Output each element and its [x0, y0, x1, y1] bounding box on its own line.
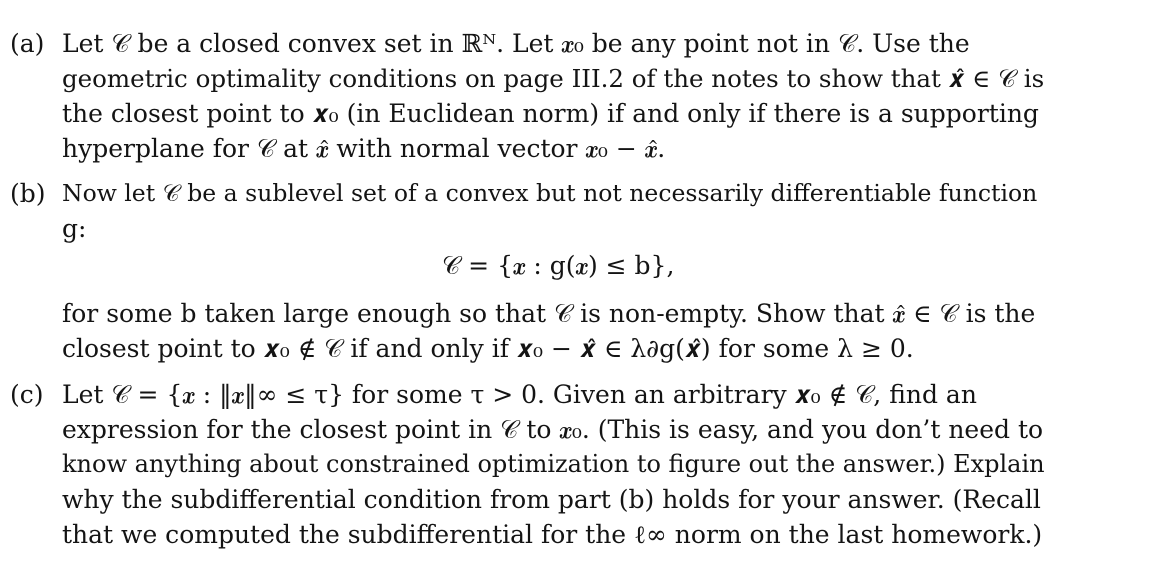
text-line: for some b taken large enough so that 𝒞 is non-empty. Show that 𝒙̂ ∈ 𝒞 is the — [62, 299, 1036, 328]
text-line: that we computed the subdifferential for the ℓ∞ norm on the last homework.) — [62, 520, 1043, 549]
item-label: (c) — [10, 380, 44, 409]
text-line: Now let 𝒞 be a sublevel set of a convex but not necessarily differentiable function — [62, 179, 1038, 207]
text-line: geometric optimality conditions on page III.2 of the notes to show that 𝒙̂ ∈ 𝒞 is — [62, 64, 1045, 93]
text-line: expression for the closest point in 𝒞 to 𝒙₀. (This is easy, and you don’t need to — [62, 415, 1044, 444]
item-label: (a) — [10, 29, 45, 58]
text-line: know anything about constrained optimization to figure out the answer.) Explain — [62, 450, 1045, 478]
display-equation: 𝒞 = {𝒙 : g(𝒙) ≤ b}, — [442, 251, 675, 280]
item-label: (b) — [10, 179, 46, 208]
text-line: Let 𝒞 be a closed convex set in ℝᴺ. Let 𝒙₀ be any point not in 𝒞. Use the — [62, 29, 970, 58]
text-line: the closest point to 𝒙₀ (in Euclidean norm) if and only if there is a supporting — [62, 99, 1039, 128]
text-line: Let 𝒞 = {𝒙 : ‖𝒙‖∞ ≤ τ} for some τ > 0. Given an arbitrary 𝒙₀ ∉ 𝒞, find an — [62, 380, 977, 409]
text-line: why the subdifferential condition from part (b) holds for your answer. (Recall — [62, 485, 1041, 514]
text-line: hyperplane for 𝒞 at 𝒙̂ with normal vector 𝒙₀ − 𝒙̂. — [62, 134, 666, 163]
text-line: closest point to 𝒙₀ ∉ 𝒞 if and only if 𝒙₀ − 𝒙̂ ∈ λ∂g(𝒙̂) for some λ ≥ 0. — [62, 334, 914, 363]
text-line: g: — [62, 214, 87, 243]
